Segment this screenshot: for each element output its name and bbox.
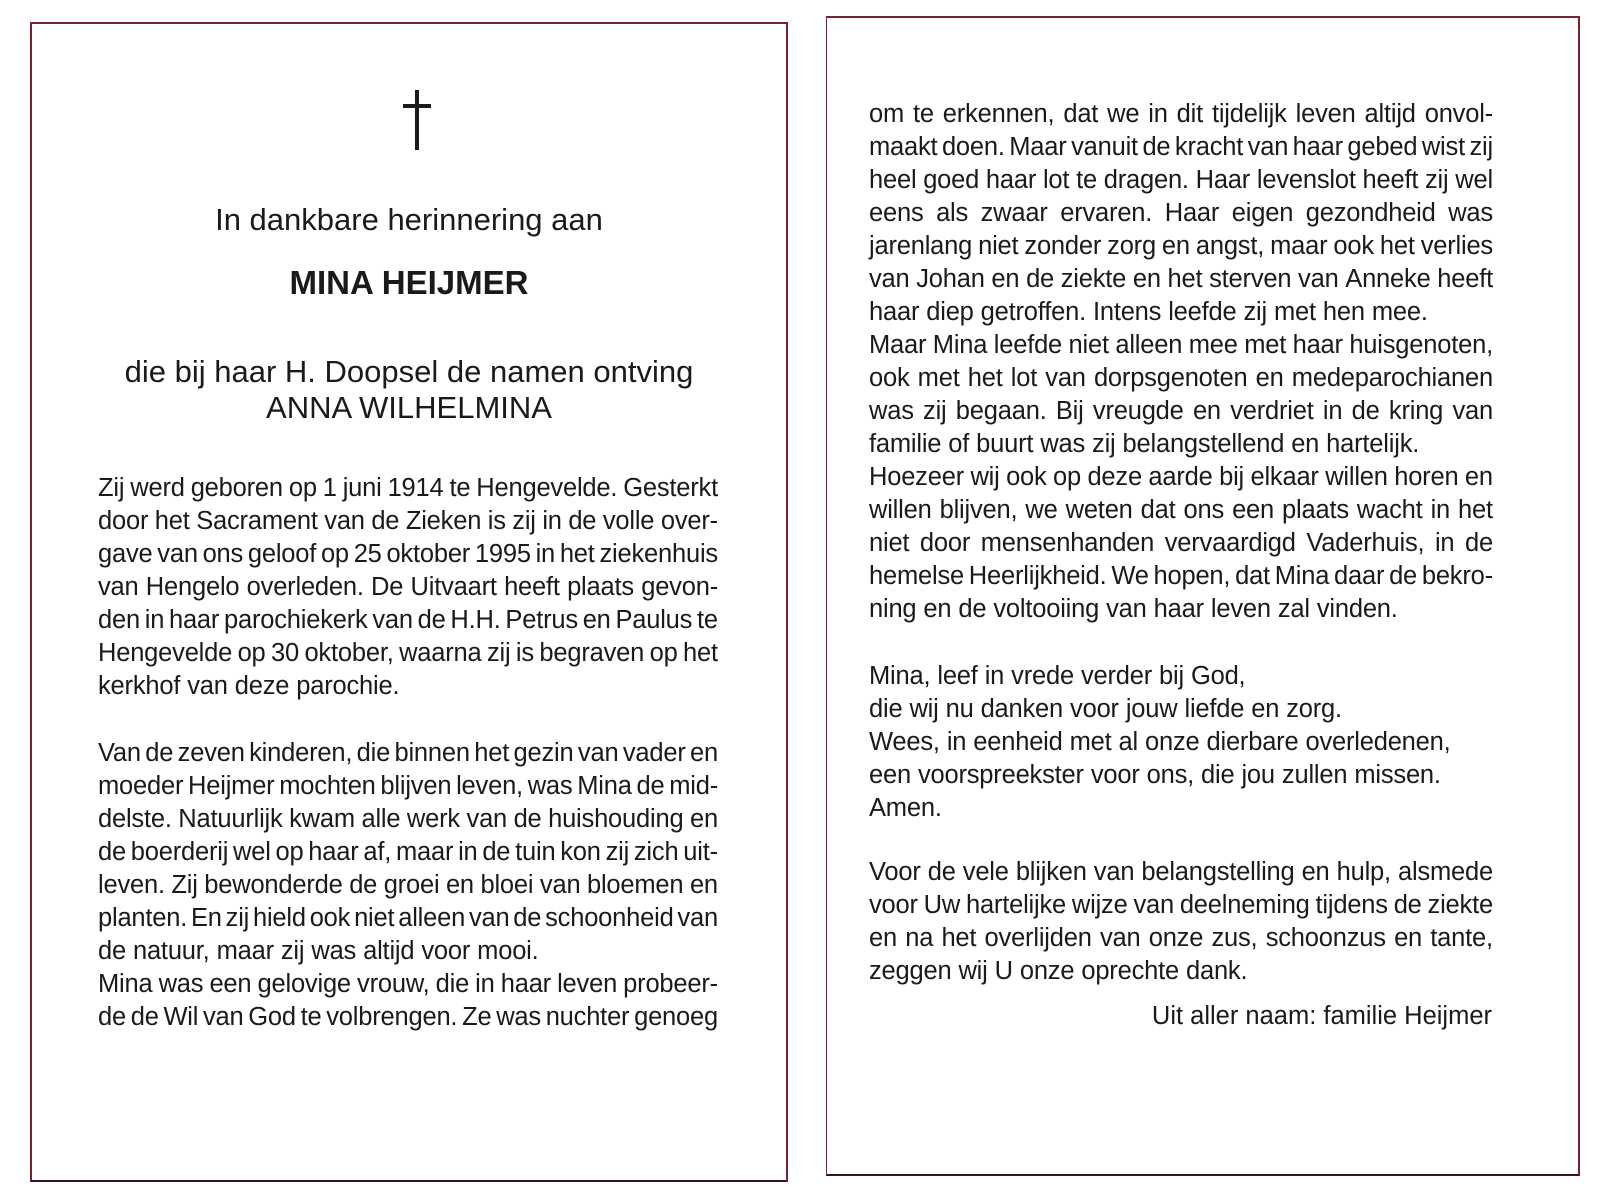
text-line: van Hengelo overleden. De Uitvaart heeft plaats gevon- xyxy=(98,573,718,601)
text-line: jarenlang niet zonder zorg en angst, maar ook het verlies xyxy=(869,232,1493,260)
text-line: zeggen wij U onze oprechte dank. xyxy=(869,957,1248,985)
text-line: den in haar parochiekerk van de H.H. Petrus en Paulus te xyxy=(98,606,718,634)
text-line: Zij werd geboren op 1 juni 1914 te Hengevelde. Gesterkt xyxy=(98,474,718,502)
text-line: ook met het lot van dorpsgenoten en medeparochianen xyxy=(869,364,1493,392)
text-line: planten. En zij hield ook niet alleen van de schoonheid van xyxy=(98,904,718,932)
text-line: Mina was een gelovige vrouw, die in haar leven probeer- xyxy=(98,970,718,998)
text-line: kerkhof van deze parochie. xyxy=(98,672,400,700)
right-page xyxy=(826,16,1580,1176)
signature: Uit aller naam: familie Heijmer xyxy=(1151,1002,1492,1030)
text-line: eens als zwaar ervaren. Haar eigen gezondheid was xyxy=(869,199,1493,227)
text-line: de de Wil van God te volbrengen. Ze was nuchter genoeg xyxy=(98,1003,718,1031)
prayer-line: een voorspreekster voor ons, die jou zullen missen. xyxy=(869,761,1441,789)
text-line: Maar Mina leefde niet alleen mee met haar huisgenoten, xyxy=(869,331,1493,359)
text-line: niet door mensenhanden vervaardigd Vaderhuis, in de xyxy=(869,529,1493,557)
text-line: delste. Natuurlijk kwam alle werk van de huishouding en xyxy=(98,805,718,833)
text-line: Hengevelde op 30 oktober, waarna zij is begraven op het xyxy=(98,639,718,667)
text-line: hemelse Heerlijkheid. We hopen, dat Mina daar de bekro- xyxy=(869,562,1493,590)
text-line: door het Sacrament van de Zieken is zij in de volle over- xyxy=(98,507,718,535)
biography-paragraph-3 xyxy=(869,98,1493,626)
text-line: van Johan en de ziekte en het sterven van Anneke heeft xyxy=(869,265,1493,293)
text-line: familie of buurt was zij belangstellend en hartelijk. xyxy=(869,430,1420,458)
text-line: was zij begaan. Bij vreugde en verdriet in de kring van xyxy=(869,397,1493,425)
prayer xyxy=(869,660,1493,825)
cross-icon xyxy=(400,90,434,150)
text-line: willen blijven, we weten dat ons een plaats wacht in het xyxy=(869,496,1493,524)
text-line: maakt doen. Maar vanuit de kracht van haar gebed wist zij xyxy=(869,133,1493,161)
baptism-text: die bij haar H. Doopsel de namen ontving xyxy=(124,354,694,389)
deceased-name: MINA HEIJMER xyxy=(289,264,529,301)
text-line: Hoezeer wij ook op deze aarde bij elkaar willen horen en xyxy=(869,463,1493,491)
text-line: Voor de vele blijken van belangstelling en hulp, alsmede xyxy=(869,858,1493,886)
text-line: gave van ons geloof op 25 oktober 1995 in het ziekenhuis xyxy=(98,540,718,568)
text-line: heel goed haar lot te dragen. Haar levenslot heeft zij wel xyxy=(869,166,1493,194)
text-line: leven. Zij bewonderde de groei en bloei van bloemen en xyxy=(98,871,718,899)
prayer-line: Mina, leef in vrede verder bij God, xyxy=(869,662,1246,690)
text-line: haar diep getroffen. Intens leefde zij met hen mee. xyxy=(869,298,1428,326)
intro-text: In dankbare herinnering aan xyxy=(215,202,603,237)
text-line: ning en de voltooiing van haar leven zal vinden. xyxy=(869,595,1398,623)
left-page xyxy=(30,22,788,1182)
text-line: en na het overlijden van onze zus, schoonzus en tante, xyxy=(869,924,1493,952)
text-line: om te erkennen, dat we in dit tijdelijk leven altijd onvol- xyxy=(869,100,1493,128)
text-line: de boerderij wel op haar af, maar in de tuin kon zij zich uit- xyxy=(98,838,718,866)
text-line: Van de zeven kinderen, die binnen het gezin van vader en xyxy=(98,739,718,767)
biography-paragraph-1 xyxy=(98,472,718,703)
prayer-line: die wij nu danken voor jouw liefde en zorg. xyxy=(869,695,1342,723)
biography-paragraph-2 xyxy=(98,737,718,1034)
text-line: moeder Heijmer mochten blijven leven, was Mina de mid- xyxy=(98,772,718,800)
thanks-paragraph xyxy=(869,856,1493,988)
baptism-name: ANNA WILHELMINA xyxy=(266,390,552,425)
text-line: de natuur, maar zij was altijd voor mooi. xyxy=(98,937,539,965)
prayer-line: Wees, in eenheid met al onze dierbare overledenen, xyxy=(869,728,1451,756)
prayer-line: Amen. xyxy=(869,794,942,822)
text-line: voor Uw hartelijke wijze van deelneming tijdens de ziekte xyxy=(869,891,1493,919)
